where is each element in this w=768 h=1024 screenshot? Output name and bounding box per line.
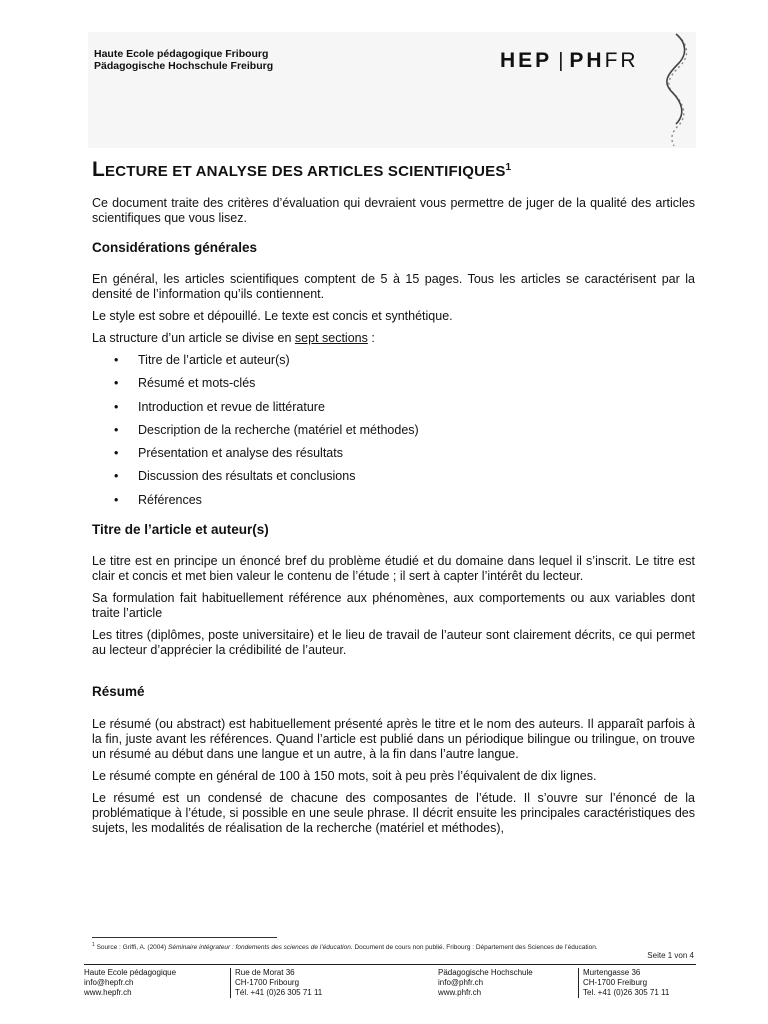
footer-column-hep: Haute Ecole pédagogique info@hepfr.ch www.hepfr.ch <box>84 968 177 997</box>
hep-phfr-logo: HEP | PHFR <box>500 49 639 72</box>
paragraph: Les titres (diplômes, poste universitaire) et le lieu de travail de l’auteur sont clairement décrits, ce qui permet au lecteur d’apprécier la crédibilité de l’auteur. <box>92 627 695 657</box>
list-item: • Introduction et revue de littérature <box>114 400 695 415</box>
paragraph: Le résumé compte en général de 100 à 150 mots, soit à peu près l’équivalent de dix lignes. <box>92 768 597 783</box>
document-title: LECTURE ET ANALYSE DES ARTICLES SCIENTIFIQUES$^1$ <box>92 158 512 181</box>
section-heading-resume: Résumé <box>92 683 145 699</box>
paragraph: Le titre est en principe un énoncé bref du problème étudié et du domaine dans lequel il s’inscrit. Le titre est clair et concis et met bien valeur le contenu de l’étude ; il sert à capter l’intérêt du lecteur. <box>92 553 695 583</box>
sections-list <box>92 353 695 508</box>
footnote-divider <box>92 937 277 938</box>
section-heading-titre: Titre de l’article et auteur(s) <box>92 521 269 537</box>
document-body <box>92 160 695 843</box>
footer-column-address-de: Murtengasse 36 CH-1700 Freiburg Tel. +41 (0)26 305 71 11 <box>578 968 669 998</box>
intro-paragraph: Ce document traite des critères d’évaluation qui devraient vous permettre de juger de la qualité des articles scientifiques que vous lisez. <box>92 196 695 225</box>
footer-column-address-fr: Rue de Morat 36 CH-1700 Fribourg Tél. +41 (0)26 305 71 11 <box>230 968 322 998</box>
footer-column-phfr: Pädagogische Hochschule info@phfr.ch www.phfr.ch <box>438 968 533 997</box>
list-item: • Discussion des résultats et conclusions <box>114 469 695 484</box>
institution-name-de: Pädagogische Hochschule Freiburg <box>94 60 274 72</box>
footnote: $^1$ Source : Griffi, A. (2004) Séminaire intégrateur : fondements des sciences de l’éducation. Document de cours non publié. Fribourg : Département des Sciences de l’éducation. <box>92 942 598 952</box>
structure-paragraph: La structure d’un article se divise en sept sections : <box>92 331 375 345</box>
paragraph: Le style est sobre et dépouillé. Le texte est concis et synthétique. <box>92 309 453 323</box>
list-item: • Références <box>114 493 695 508</box>
footer-divider <box>84 964 696 965</box>
list-item: • Description de la recherche (matériel et méthodes) <box>114 423 695 438</box>
paragraph: Le résumé (ou abstract) est habituellement présenté après le titre et le nom des auteurs. Il apparaît parfois à la fin, juste avant les références. Quand l’article est publié dans un périodique bilingue ou trilingue, on trouve un résumé au début dans une langue et un autre, à la fin dans l’autre langue. <box>92 716 695 761</box>
paragraph: En général, les articles scientifiques comptent de 5 à 15 pages. Tous les articles se caractérisent par la densité de l’information qu’ils contiennent. <box>92 272 695 301</box>
list-item: • Titre de l’article et auteur(s) <box>114 353 695 368</box>
institution-name <box>94 48 273 72</box>
paragraph: Sa formulation fait habituellement référence aux phénomènes, aux comportements ou aux variables dont traite l’article <box>92 590 695 620</box>
underlined-phrase: sept sections <box>294 331 368 345</box>
section-heading-considerations: Considérations générales <box>92 240 258 255</box>
page-number: Seite 1 von 4 <box>647 951 694 960</box>
list-item: • Résumé et mots-clés <box>114 376 695 391</box>
logo-wave-icon <box>650 30 700 150</box>
paragraph: Le résumé est un condensé de chacune des composantes de l’étude. Il s’ouvre sur l’énoncé de la problématique à l’étude, si possible en une seule phrase. Il décrit ensuite les principales caractéristiques des sujets, les modalités de réalisation de la recherche (matériel et méthodes), <box>92 790 695 835</box>
list-item: • Présentation et analyse des résultats <box>114 446 695 461</box>
institution-name-fr: Haute Ecole pédagogique Fribourg <box>94 48 269 60</box>
